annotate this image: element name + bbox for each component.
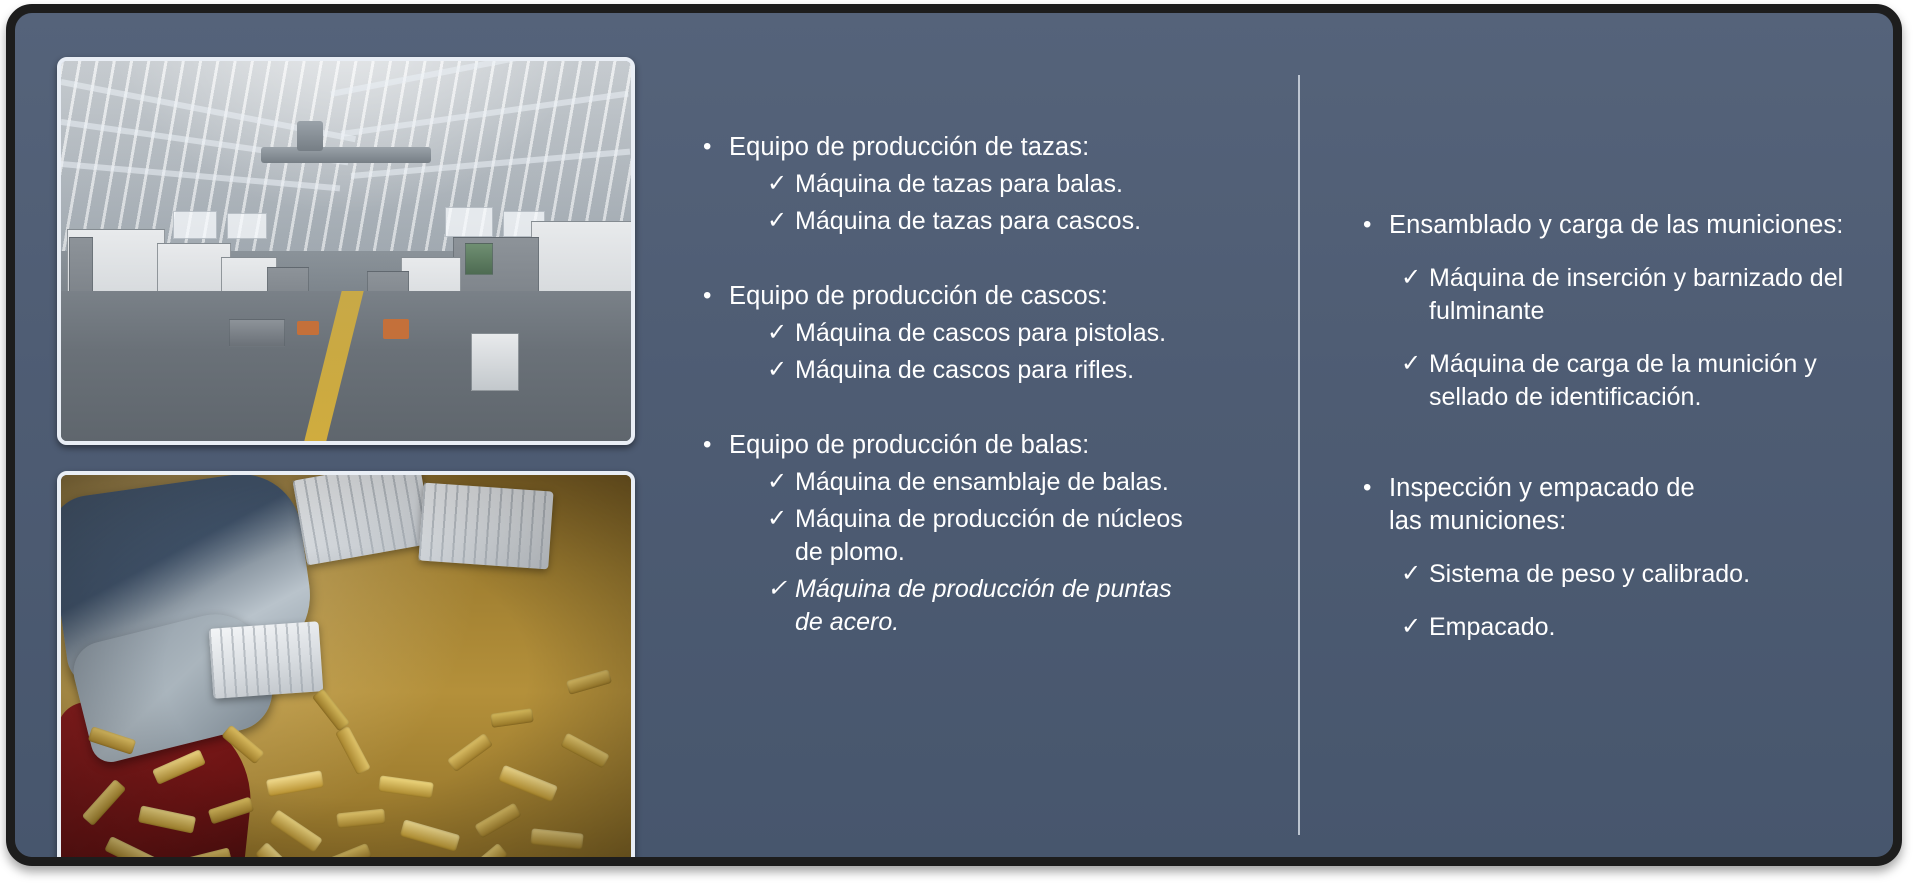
factory-hall-photo [57,57,635,445]
bullet-dot-icon: • [703,133,712,160]
spacer [1363,418,1883,472]
photo-column [57,53,639,833]
check-mark-icon: ✓ [1401,560,1422,588]
check-text: Máquina de producción de núcleos de plomo. [795,505,1183,567]
check-mark-icon: ✓ [767,207,788,235]
list-item-check [767,205,1303,238]
bullet-text: Ensamblado y carga de las municiones: [1389,211,1844,239]
list-item-bullet [703,131,1303,164]
list-item-check [767,466,1303,499]
list-item-check [1401,262,1883,328]
check-mark-icon: ✓ [767,356,788,384]
bullet-text: Equipo de producción de cascos: [729,282,1108,311]
check-mark-icon: ✓ [1401,350,1422,378]
bullet-text: Equipo de producción de balas: [729,431,1090,460]
spacer [1363,542,1883,558]
spacer [1363,595,1883,611]
check-mark-icon: ✓ [1401,264,1422,292]
spacer [1363,332,1883,348]
bullet-text: Equipo de producción de tazas: [729,133,1090,161]
check-mark-icon: ✓ [1401,613,1422,641]
bullet-dot-icon: • [1363,474,1372,502]
factory-hall-image [61,61,631,441]
list-item-bullet [703,280,1303,313]
check-text: Máquina de producción de puntas de acero. [795,575,1172,637]
check-text: Máquina de tazas para balas. [795,170,1123,199]
left-text-column [703,131,1303,643]
check-text: Máquina de tazas para cascos. [795,207,1142,236]
check-mark-icon: ✓ [767,319,788,347]
check-text: Máquina de cascos para pistolas. [795,319,1167,348]
list-item-bullet [1363,472,1883,538]
check-mark-icon: ✓ [767,170,788,198]
right-text-column [1363,209,1883,648]
check-text: Máquina de ensamblaje de balas. [795,468,1169,497]
content-panel [6,4,1902,866]
bullet-dot-icon: • [703,282,712,310]
check-text: Sistema de peso y calibrado. [1429,560,1751,589]
spacer [703,391,1303,429]
check-text: Máquina de inserción y barnizado del fulminante [1429,264,1844,326]
check-text: Máquina de carga de la munición y sellado de identificación. [1429,350,1817,412]
list-item-check [1401,558,1883,591]
bullet-text: Inspección y empacado de las municiones: [1389,474,1695,536]
list-item-check [767,354,1303,387]
check-text: Empacado. [1429,613,1556,642]
brass-cases-image [61,475,631,866]
check-mark-icon: ✓ [767,575,788,603]
bullet-dot-icon: • [703,431,712,459]
spacer [1363,246,1883,262]
list-item-check [767,168,1303,201]
check-mark-icon: ✓ [767,505,788,533]
list-item-check [767,573,1303,639]
spacer [703,242,1303,280]
list-item-check [1401,611,1883,644]
list-item-bullet [1363,209,1883,242]
list-item-check [767,317,1303,350]
brass-cases-photo [57,471,635,866]
check-text: Máquina de cascos para rifles. [795,356,1135,385]
list-item-check [767,503,1303,569]
check-mark-icon: ✓ [767,468,788,496]
list-item-check [1401,348,1883,414]
bullet-dot-icon: • [1363,211,1372,238]
list-item-bullet [703,429,1303,462]
